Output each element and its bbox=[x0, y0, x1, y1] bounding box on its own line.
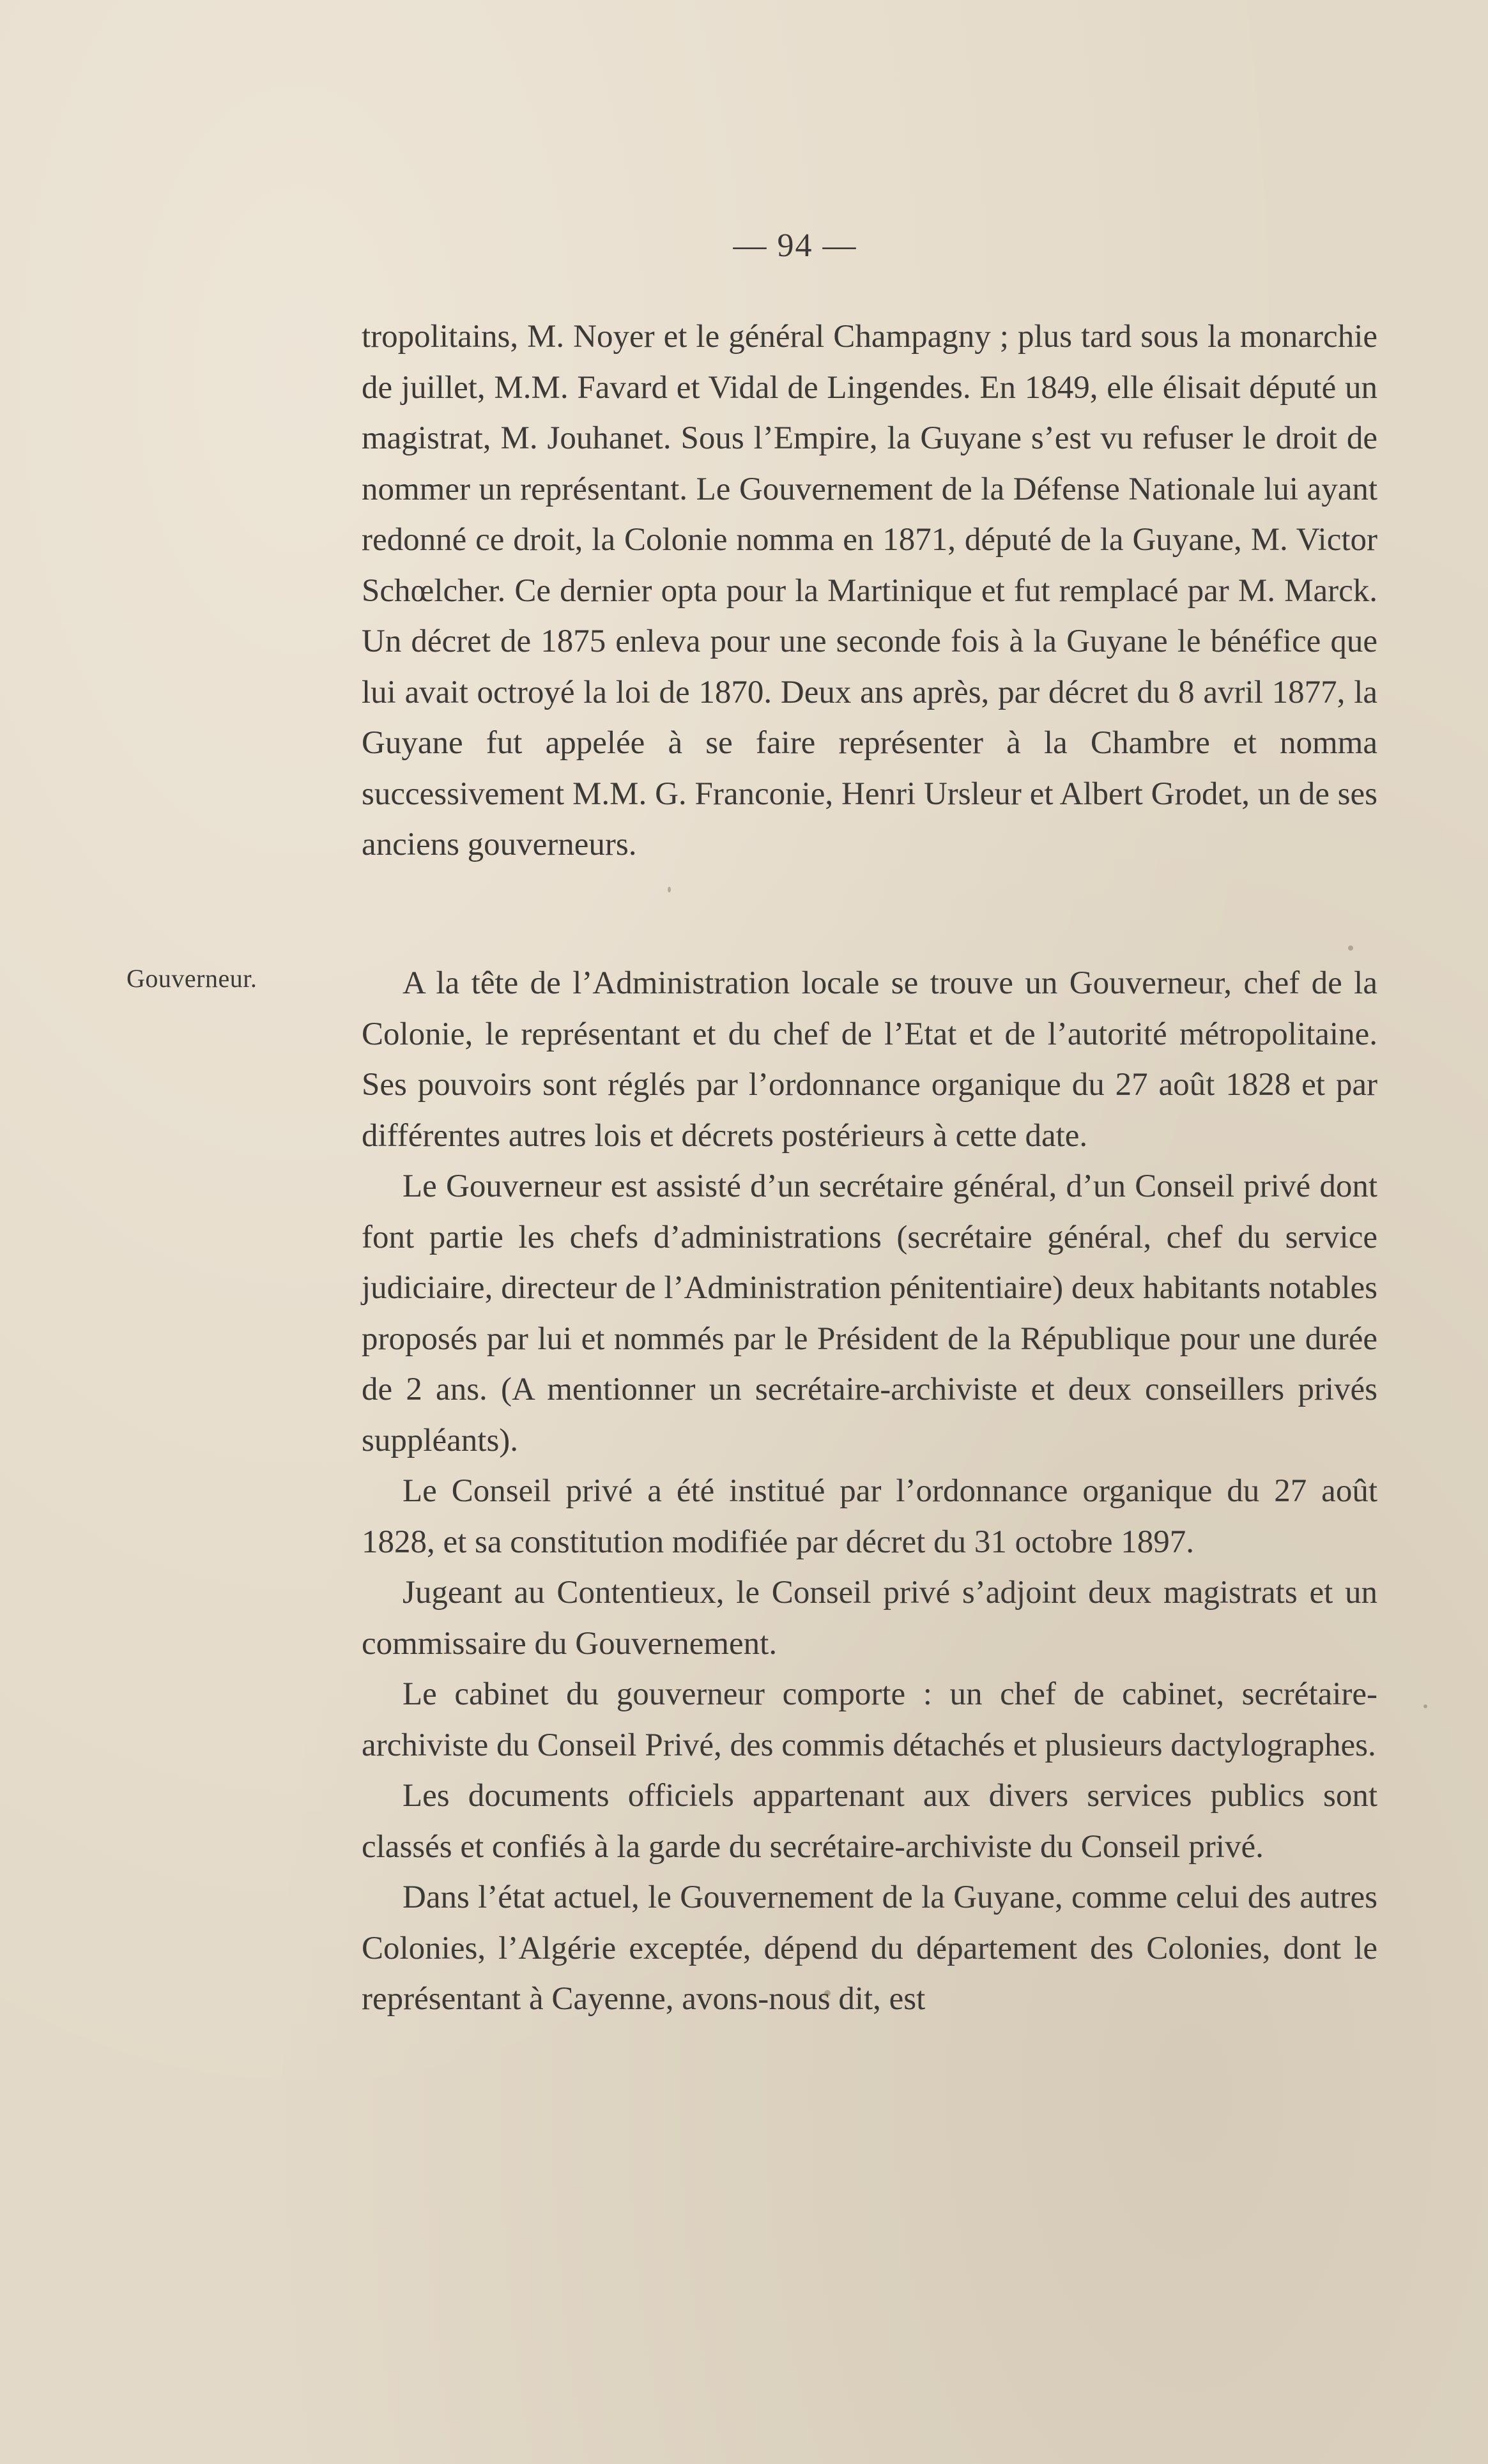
paper-speck bbox=[1348, 945, 1353, 951]
paragraph-elections: tropolitains, M. Noyer et le général Champagny ; plus tard sous la monarchie de juillet, M.M. Favard et Vidal de Lingendes. En 1849, elle élisait député un magistrat, M. Jouhanet. Sous l’Empire, la Guyane s’est vu refuser le droit de nommer un représentant. Le Gouvernement de la Défense Nationale lui ayant redonné ce droit, la Colonie nomma en 1871, député de la Guyane, M. Victor Schœlcher. Ce dernier opta pour la Martinique et fut remplacé par M. Marck. Un décret de 1875 enleva pour une seconde fois à la Guyane le bénéfice que lui avait octroyé la loi de 1870. Deux ans après, par décret du 8 avril 1877, la Guyane fut appelée à se faire représenter à la Chambre et nomma successivement M.M. G. Franconie, Henri Ursleur et Albert Grodet, un de ses anciens gouverneurs. bbox=[362, 319, 1377, 862]
section-elections bbox=[362, 312, 1377, 871]
paper-speck bbox=[1423, 1704, 1427, 1708]
page-number: — 94 — bbox=[733, 227, 857, 264]
paragraph-cabinet: Le cabinet du gouverneur comporte : un chef de cabinet, secrétaire-archiviste du Conseil Privé, des commis détachés et plusieurs dactylographes. bbox=[362, 1676, 1377, 1763]
paragraph-administration: A la tête de l’Administration locale se trouve un Gouverneur, chef de la Colonie, le représentant et du chef de l’Etat et de l’autorité métropolitaine. Ses pouvoirs sont réglés par l’ordonnance organique du 27 août 1828 et par différentes autres lois et décrets postérieurs à cette date. bbox=[362, 965, 1377, 1154]
margin-note-gouverneur: Gouverneur. bbox=[127, 964, 257, 993]
paragraph-contentieux: Jugeant au Contentieux, le Conseil privé s’adjoint deux magistrats et un commissaire du Gouvernement. bbox=[362, 1575, 1377, 1662]
paper-speck bbox=[668, 887, 671, 892]
paper-speck bbox=[824, 1990, 831, 1996]
paragraph-institution: Le Conseil privé a été institué par l’ordonnance organique du 27 août 1828, et sa constitution modifiée par décret du 31 octobre 1897. bbox=[362, 1473, 1377, 1560]
paragraph-conseil-prive: Le Gouverneur est assisté d’un secrétaire général, d’un Conseil privé dont font partie les chefs d’administrations (secrétaire général, chef du service judiciaire, directeur de l’Administration pénitentiaire) deux habitants notables proposés par lui et nommés par le Président de la République pour une durée de 2 ans. (A mentionner un secrétaire-archiviste et deux conseillers privés suppléants). bbox=[362, 1168, 1377, 1458]
paragraph-documents: Les documents officiels appartenant aux divers services publics sont classés et confiés à la garde du secrétaire-archiviste du Conseil privé. bbox=[362, 1778, 1377, 1865]
paragraph-etat-actuel: Dans l’état actuel, le Gouvernement de la Guyane, comme celui des autres Colonies, l’Algérie exceptée, dépend du département des Colonies, dont le représentant à Cayenne, avons-nous dit, est bbox=[362, 1879, 1377, 2017]
section-gouverneur bbox=[362, 958, 1377, 2025]
